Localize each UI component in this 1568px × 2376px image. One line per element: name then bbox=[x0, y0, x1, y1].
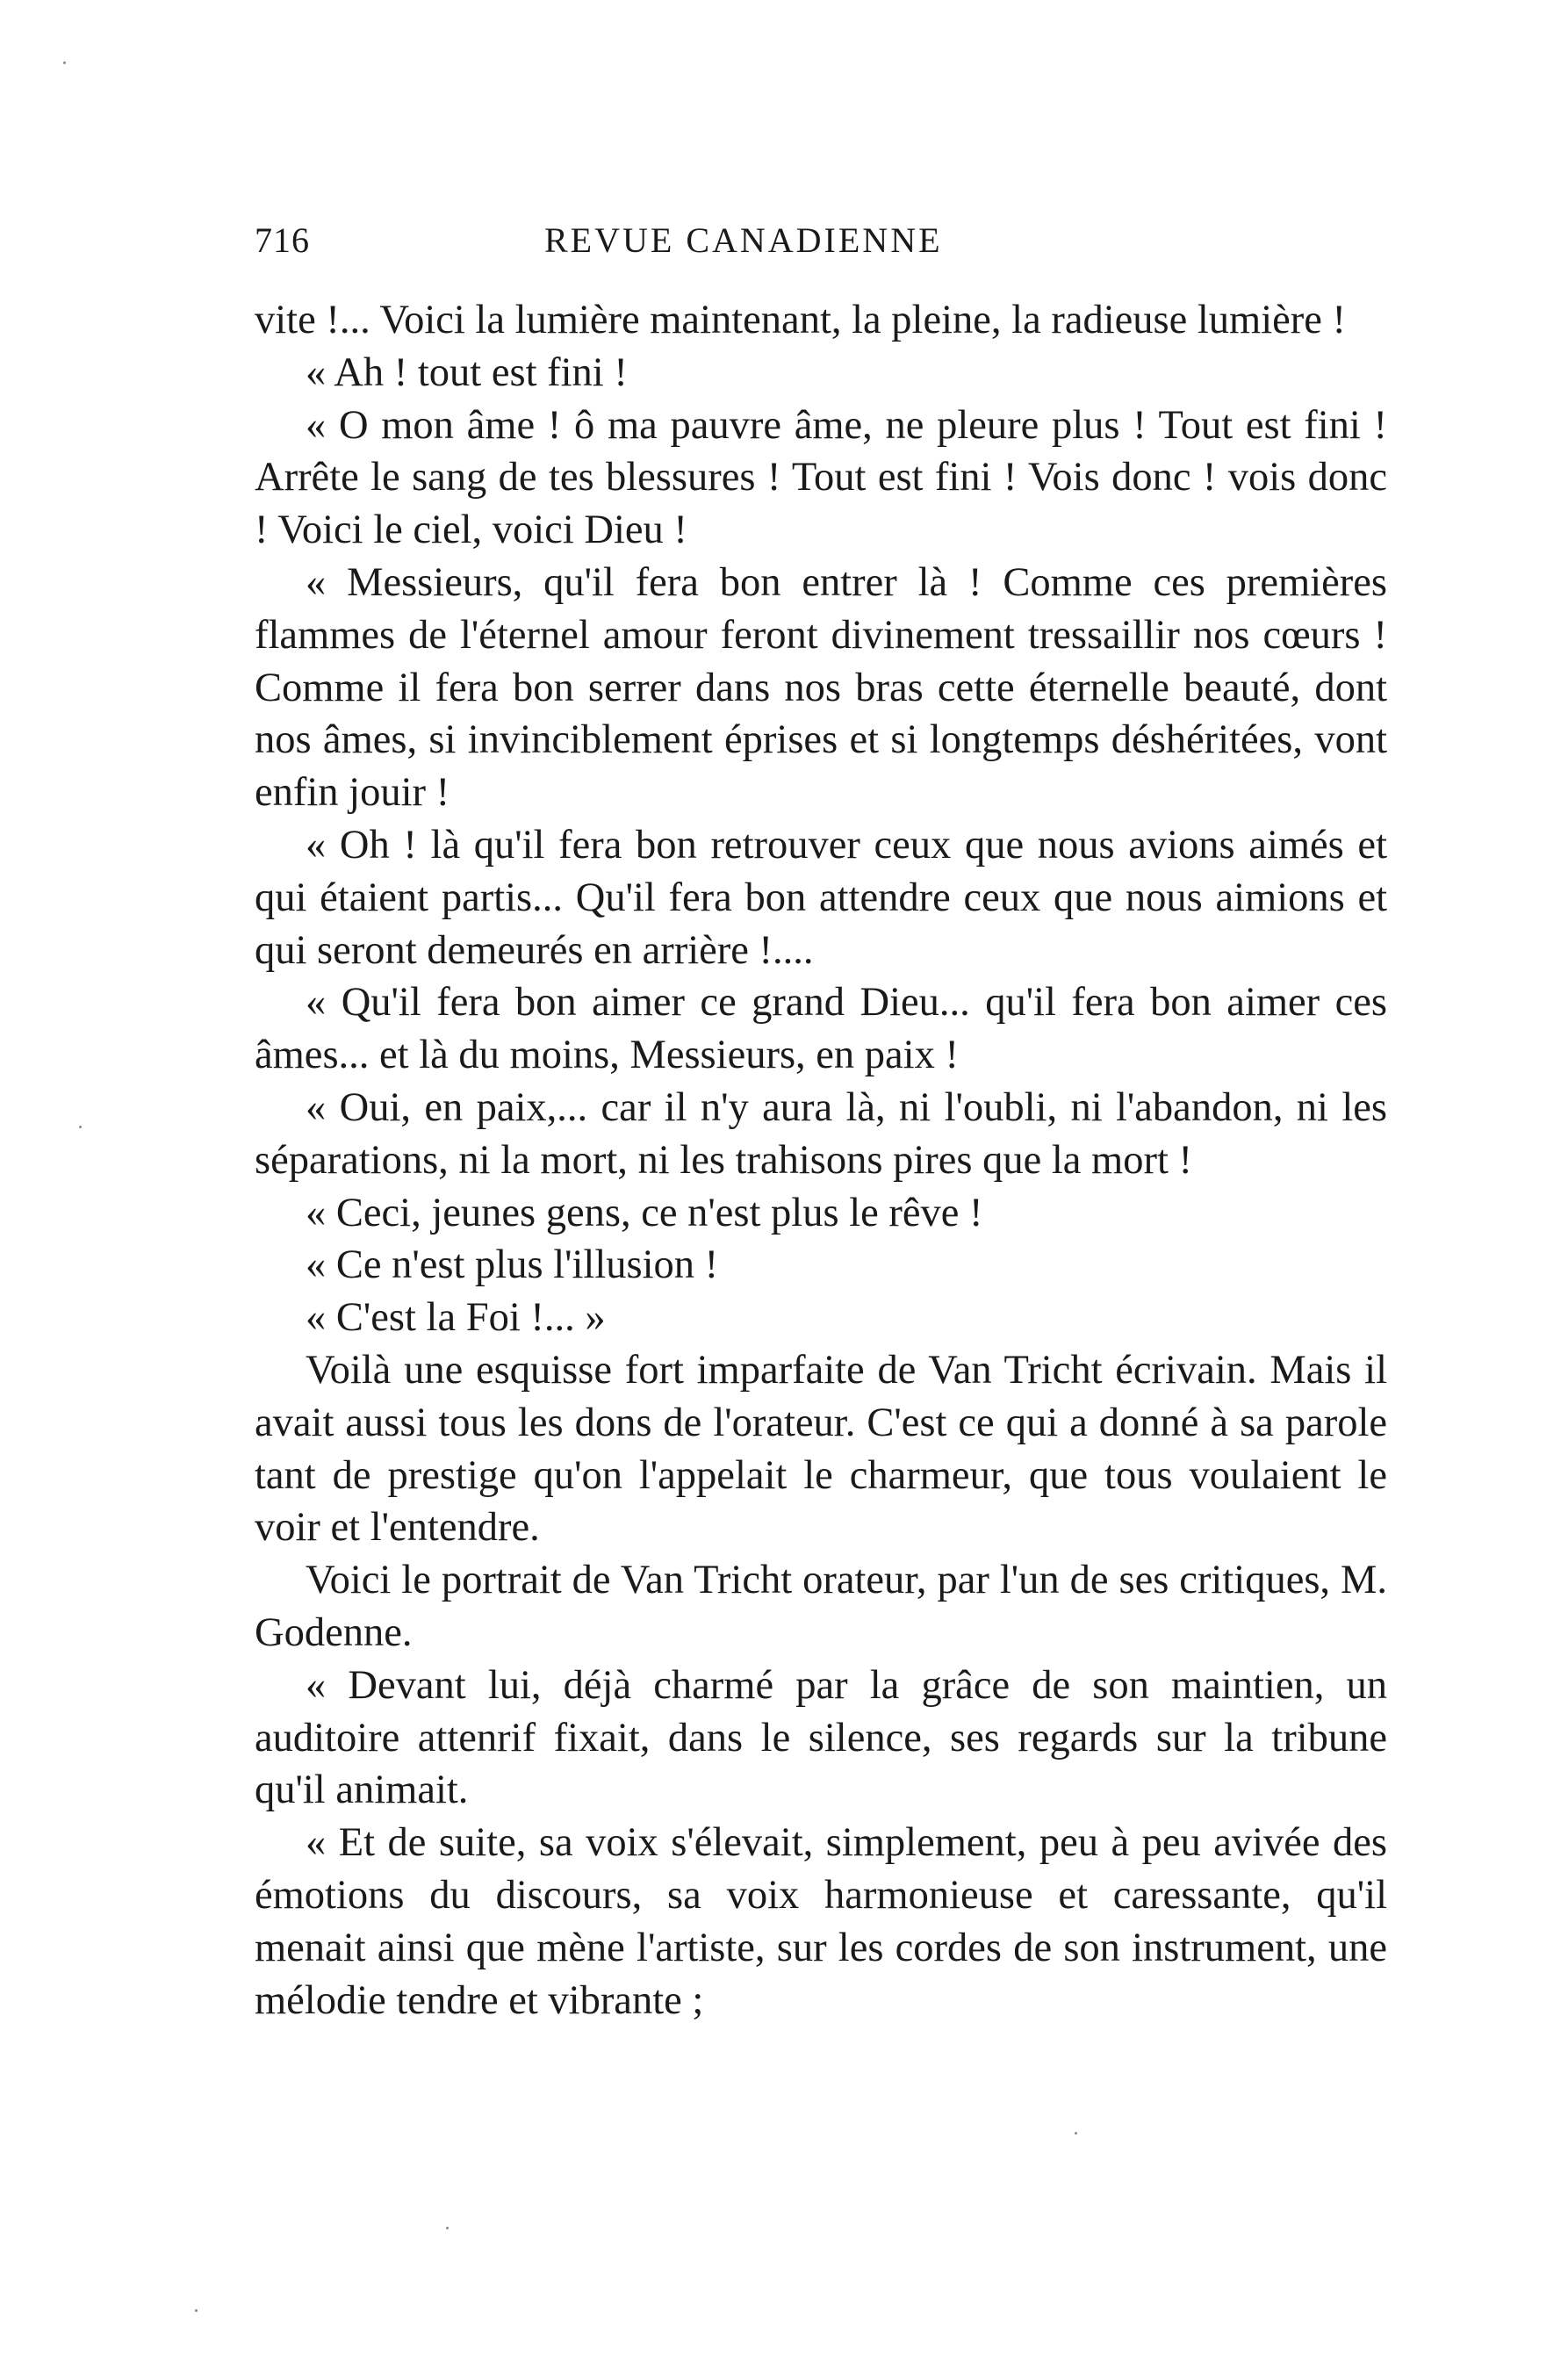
body-text bbox=[255, 294, 1387, 2027]
paragraph: « C'est la Foi !... » bbox=[306, 1295, 606, 1341]
running-head: REVUE CANADIENNE bbox=[544, 220, 943, 260]
paragraph: « O mon âme ! ô ma pauvre âme, ne pleure plus ! Tout est fini ! Arrête le sang de tes blessures ! Tout est fini ! Vois donc ! vois donc ! Voici le ciel, voici Dieu ! bbox=[255, 402, 1387, 553]
paper-speck bbox=[1075, 2132, 1077, 2135]
paragraph: « Qu'il fera bon aimer ce grand Dieu... qu'il fera bon aimer ces âmes... et là du moins, Messieurs, en paix ! bbox=[255, 980, 1387, 1078]
paragraph: vite !... Voici la lumière maintenant, la pleine, la radieuse lumière ! bbox=[255, 298, 1347, 342]
paragraph: « Devant lui, déjà charmé par la grâce de son maintien, un auditoire attenrif fixait, dans le silence, ses regards sur la tribune qu'il animait. bbox=[255, 1662, 1387, 1813]
paragraph: Voici le portrait de Van Tricht orateur, par l'un de ses critiques, M. Godenne. bbox=[255, 1558, 1387, 1655]
paragraph: « Ah ! tout est fini ! bbox=[306, 349, 628, 395]
paragraph: « Et de suite, sa voix s'élevait, simplement, peu à peu avivée des émotions du discours, sa voix harmonieuse et caressante, qu'il menait ainsi que mène l'artiste, sur les cordes de son instrument, une mélodie tendre et vibrante ; bbox=[255, 1820, 1387, 2023]
paragraph: « Ceci, jeunes gens, ce n'est plus le rêve ! bbox=[306, 1190, 983, 1235]
paragraph: Voilà une esquisse fort imparfaite de Van Tricht écrivain. Mais il avait aussi tous les dons de l'orateur. C'est ce qui a donné à sa parole tant de prestige qu'on l'appelait le charmeur, que tous voulaient le voir et l'entendre. bbox=[255, 1347, 1387, 1551]
paper-speck bbox=[63, 61, 66, 64]
paragraph: « Oui, en paix,... car il n'y aura là, ni l'oubli, ni l'abandon, ni les séparations, ni la mort, ni les trahisons pires que la mort ! bbox=[255, 1084, 1387, 1183]
paragraph: « Ce n'est plus l'illusion ! bbox=[306, 1242, 719, 1288]
page-header bbox=[255, 220, 1387, 281]
page-number: 716 bbox=[255, 220, 310, 260]
paragraph: « Oh ! là qu'il fera bon retrouver ceux que nous avions aimés et qui étaient partis... Qu'il fera bon attendre ceux que nous aimions et qui seront demeurés en arrière !.... bbox=[255, 822, 1387, 973]
paragraph: « Messieurs, qu'il fera bon entrer là ! Comme ces premières flammes de l'éternel amour feront divinement tressaillir nos cœurs ! Comme il fera bon serrer dans nos bras cette éternelle beauté, dont nos âmes, si invinciblement éprises et si longtemps déshéritées, vont enfin jouir ! bbox=[255, 559, 1387, 816]
paper-speck bbox=[195, 2309, 198, 2312]
paper-speck bbox=[79, 1126, 82, 1128]
paper-speck bbox=[446, 2227, 449, 2229]
